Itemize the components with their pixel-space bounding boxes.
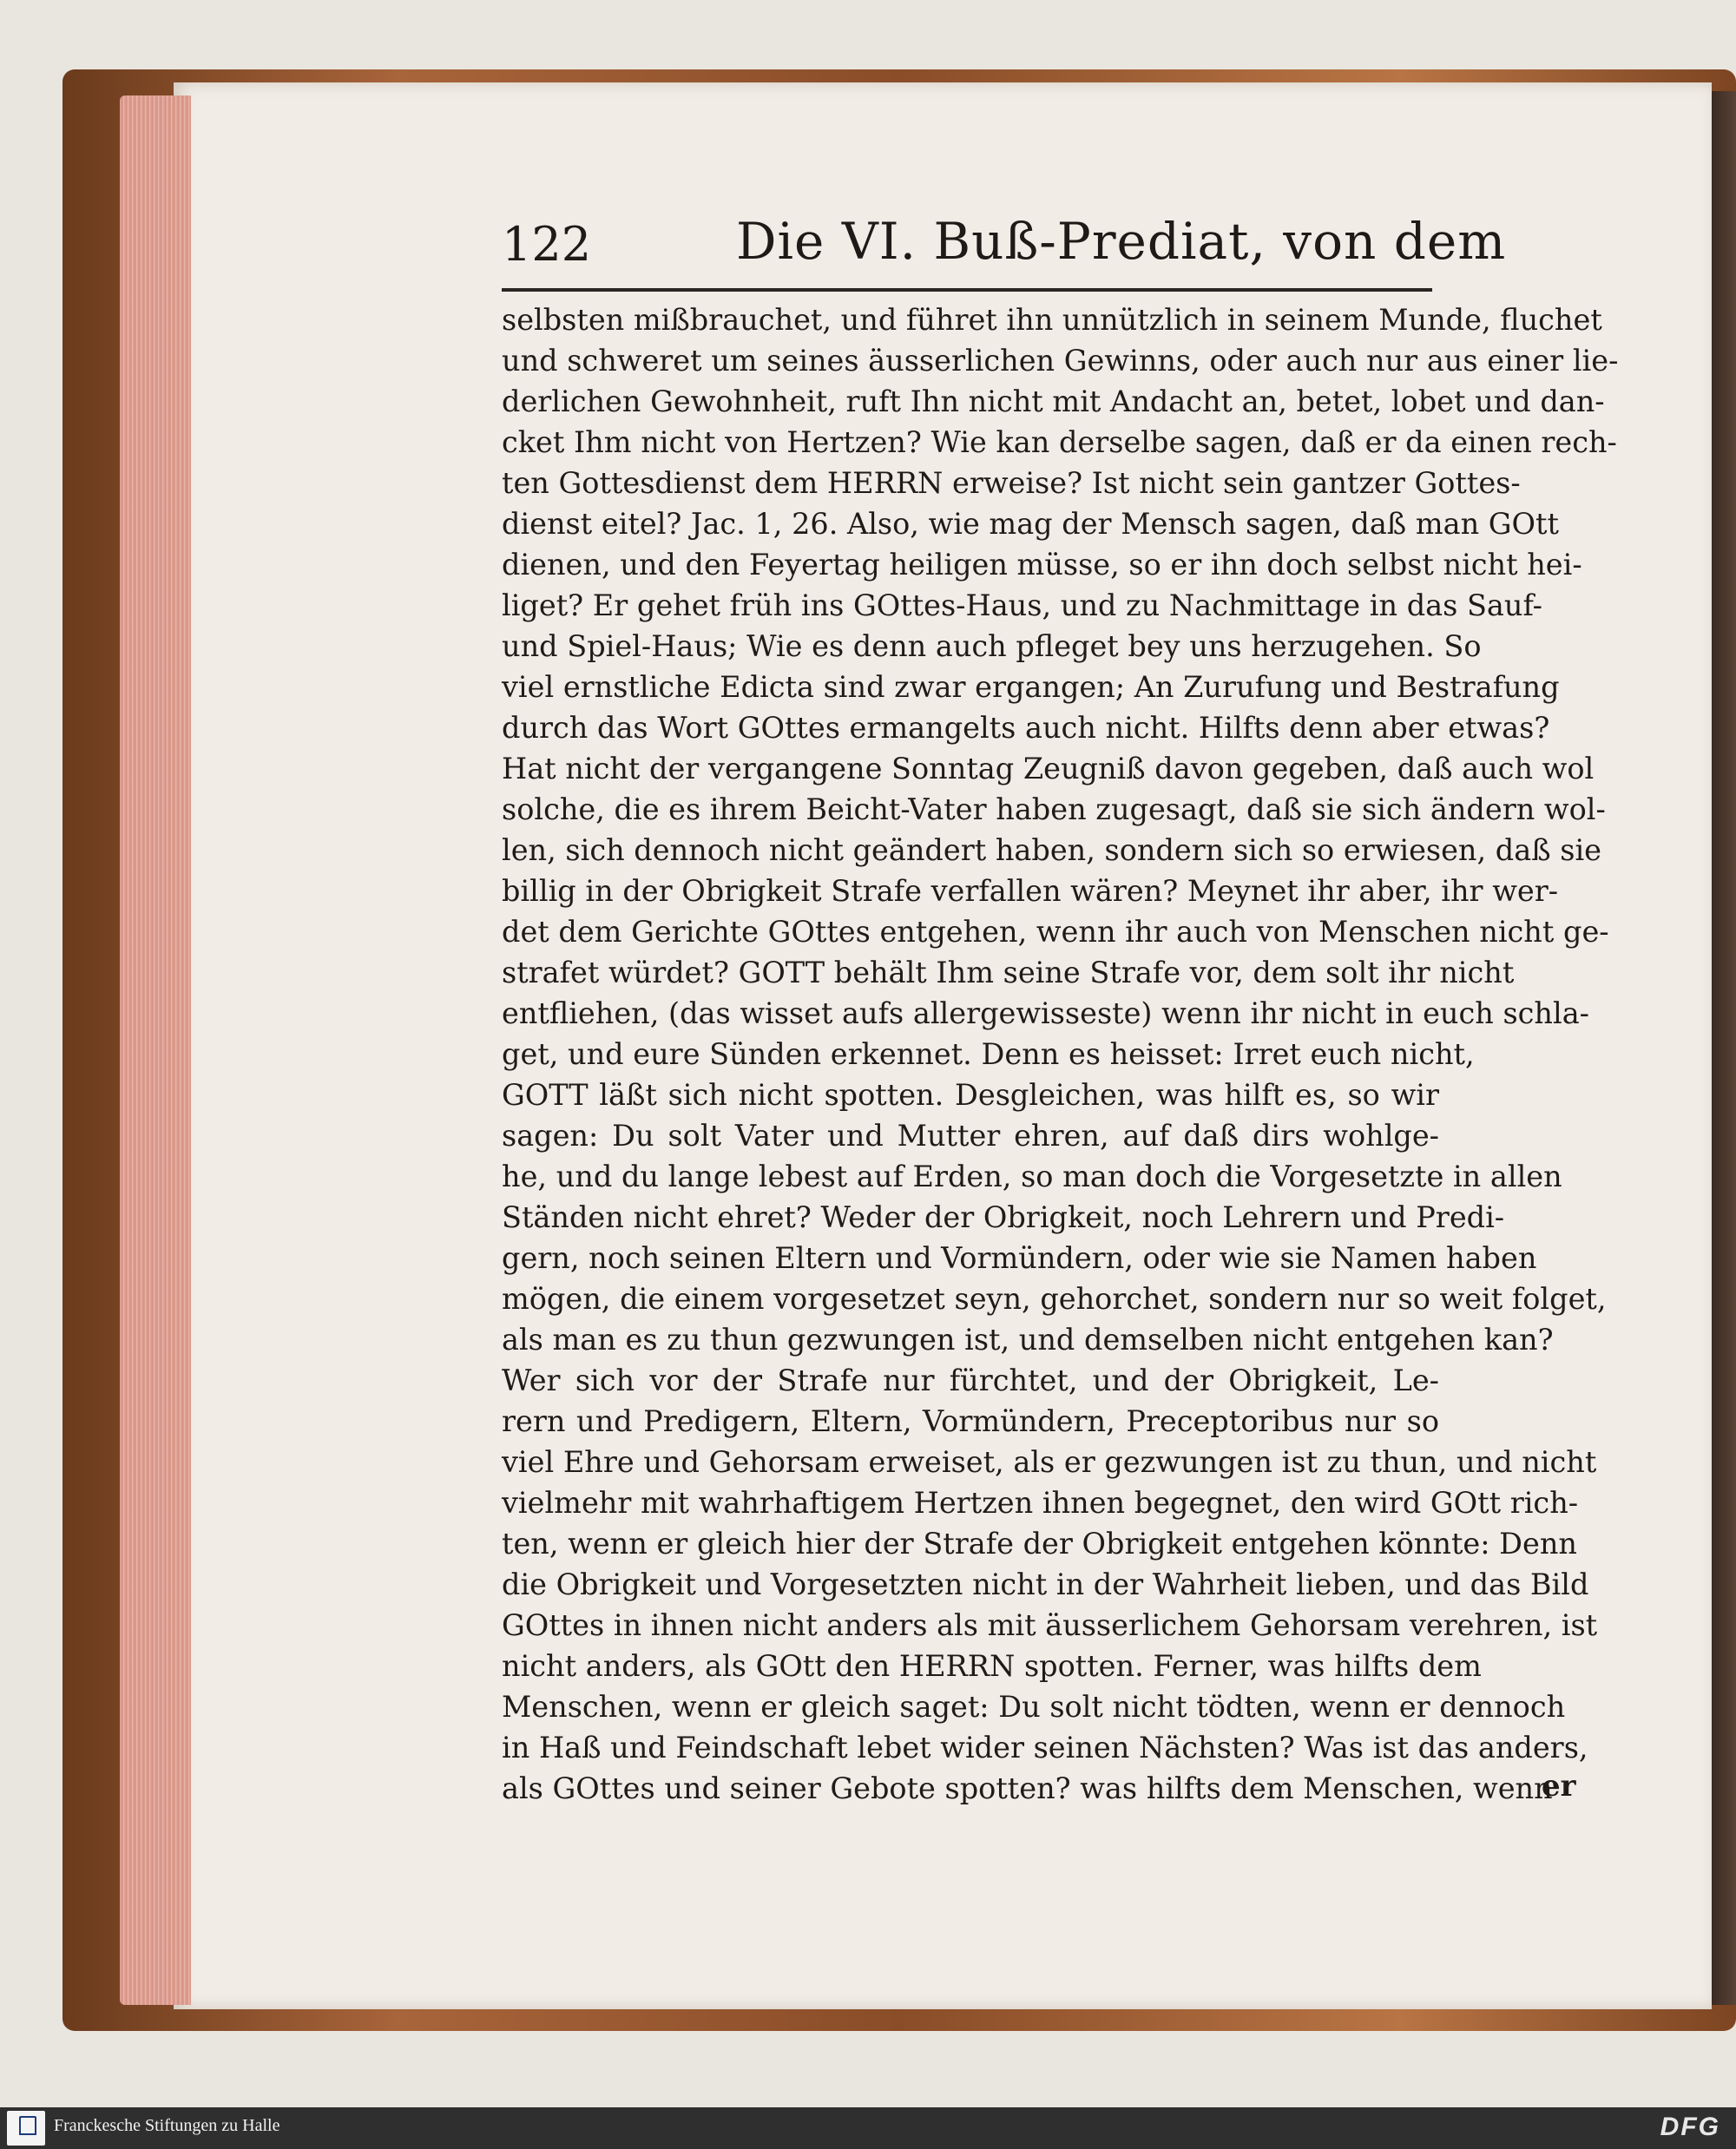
text-line: he, und du lange lebest auf Erden, so man doch die Vorgesetzte in allen — [502, 1160, 1562, 1193]
text-line: Menschen, wenn er gleich saget: Du solt nicht tödten, wenn er dennoch — [502, 1690, 1566, 1724]
text-line: und Spiel-Haus; Wie es denn auch pfleget bey uns herzugehen. So — [502, 629, 1482, 663]
text-line: als GOttes und seiner Gebote spotten? was hilfts dem Menschen, wenn — [502, 1771, 1553, 1805]
book-binding — [1712, 91, 1736, 2005]
text-line: strafet würdet? GOTT behält Ihm seine Strafe vor, dem solt ihr nicht — [502, 956, 1515, 989]
text-line: nicht anders, als GOtt den HERRN spotten. Ferner, was hilfts dem — [502, 1649, 1482, 1683]
text-line: mögen, die einem vorgesetzet seyn, gehorchet, sondern nur so weit folget, — [502, 1282, 1607, 1316]
text-line: viel Ehre und Gehorsam erweiset, als er gezwungen ist zu thun, und nicht — [502, 1445, 1597, 1479]
text-line: durch das Wort GOttes ermangelts auch nicht. Hilfts denn aber etwas? — [502, 711, 1550, 745]
text-line: len, sich dennoch nicht geändert haben, sondern sich so erwiesen, daß sie — [502, 833, 1601, 867]
text-line: selbsten mißbrauchet, und führet ihn unnützlich in seinem Munde, fluchet — [502, 303, 1602, 337]
text-line: in Haß und Feindschaft lebet wider seinen Nächsten? Was ist das anders, — [502, 1731, 1588, 1765]
text-line: dienen, und den Feyertag heiligen müsse, so er ihn doch selbst nicht hei- — [502, 548, 1582, 582]
text-line: gern, noch seinen Eltern und Vormündern, oder wie sie Namen haben — [502, 1241, 1537, 1275]
dfg-logo: DFG — [1660, 2113, 1720, 2141]
page-edges — [120, 95, 191, 2005]
page-number: 122 — [502, 217, 592, 272]
text-line: ten Gottesdienst dem HERRN erweise? Ist nicht sein gantzer Gottes- — [502, 466, 1521, 500]
institution-logo-icon — [7, 2111, 45, 2146]
text-line: derlichen Gewohnheit, ruft Ihn nicht mit Andacht an, betet, lobet und dan- — [502, 384, 1605, 418]
text-line: Hat nicht der vergangene Sonntag Zeugniß davon gegeben, daß auch wol — [502, 752, 1595, 785]
text-line: ten, wenn er gleich hier der Strafe der Obrigkeit entgehen könnte: Denn — [502, 1527, 1578, 1561]
page-header — [502, 212, 1507, 281]
text-line: liget? Er gehet früh ins GOttes-Haus, und zu Nachmittage in das Sauf- — [502, 588, 1542, 622]
text-line: GOttes in ihnen nicht anders als mit äusserlichem Gehorsam verehren, ist — [502, 1608, 1598, 1642]
header-rule — [502, 288, 1432, 292]
body-text — [502, 299, 1619, 1809]
text-line: und schweret um seines äusserlichen Gewinns, oder auch nur aus einer lie- — [502, 344, 1619, 378]
text-line: cket Ihm nicht von Hertzen? Wie kan derselbe sagen, daß er da einen rech- — [502, 425, 1617, 459]
text-line: viel ernstliche Edicta sind zwar ergangen; An Zurufung und Bestrafung — [502, 670, 1560, 704]
text-line: entfliehen, (das wisset aufs allergewisseste) wenn ihr nicht in euch schla- — [502, 996, 1589, 1030]
text-line: sagen: Du solt Vater und Mutter ehren, auf daß dirs wohlge- — [502, 1119, 1439, 1153]
viewer-footer — [0, 2107, 1736, 2149]
text-line: dienst eitel? Jac. 1, 26. Also, wie mag der Mensch sagen, daß man GOtt — [502, 507, 1559, 541]
text-line: als man es zu thun gezwungen ist, und demselben nicht entgehen kan? — [502, 1323, 1554, 1357]
text-line: det dem Gerichte GOttes entgehen, wenn ihr auch von Menschen nicht ge- — [502, 915, 1609, 949]
text-line: Wer sich vor der Strafe nur fürchtet, und der Obrigkeit, Le- — [502, 1364, 1439, 1397]
institution-name: Franckesche Stiftungen zu Halle — [54, 2116, 280, 2135]
text-line: Ständen nicht ehret? Weder der Obrigkeit, noch Lehrern und Predi- — [502, 1200, 1505, 1234]
text-line: rern und Predigern, Eltern, Vormündern, Preceptoribus nur so — [502, 1404, 1439, 1438]
text-line: get, und eure Sünden erkennet. Denn es heisset: Irret euch nicht, — [502, 1037, 1475, 1071]
text-line: GOTT läßt sich nicht spotten. Desgleichen, was hilft es, so wir — [502, 1078, 1439, 1112]
text-line: billig in der Obrigkeit Strafe verfallen wären? Meynet ihr aber, ihr wer- — [502, 874, 1559, 908]
text-line: solche, die es ihrem Beicht-Vater haben zugesagt, daß sie sich ändern wol- — [502, 792, 1606, 826]
catchword: er — [1542, 1769, 1576, 1804]
running-title: Die VI. Buß-Prediat, von dem — [736, 212, 1507, 271]
text-line: vielmehr mit wahrhaftigem Hertzen ihnen begegnet, den wird GOtt rich- — [502, 1486, 1579, 1520]
text-line: die Obrigkeit und Vorgesetzten nicht in der Wahrheit lieben, und das Bild — [502, 1567, 1589, 1601]
